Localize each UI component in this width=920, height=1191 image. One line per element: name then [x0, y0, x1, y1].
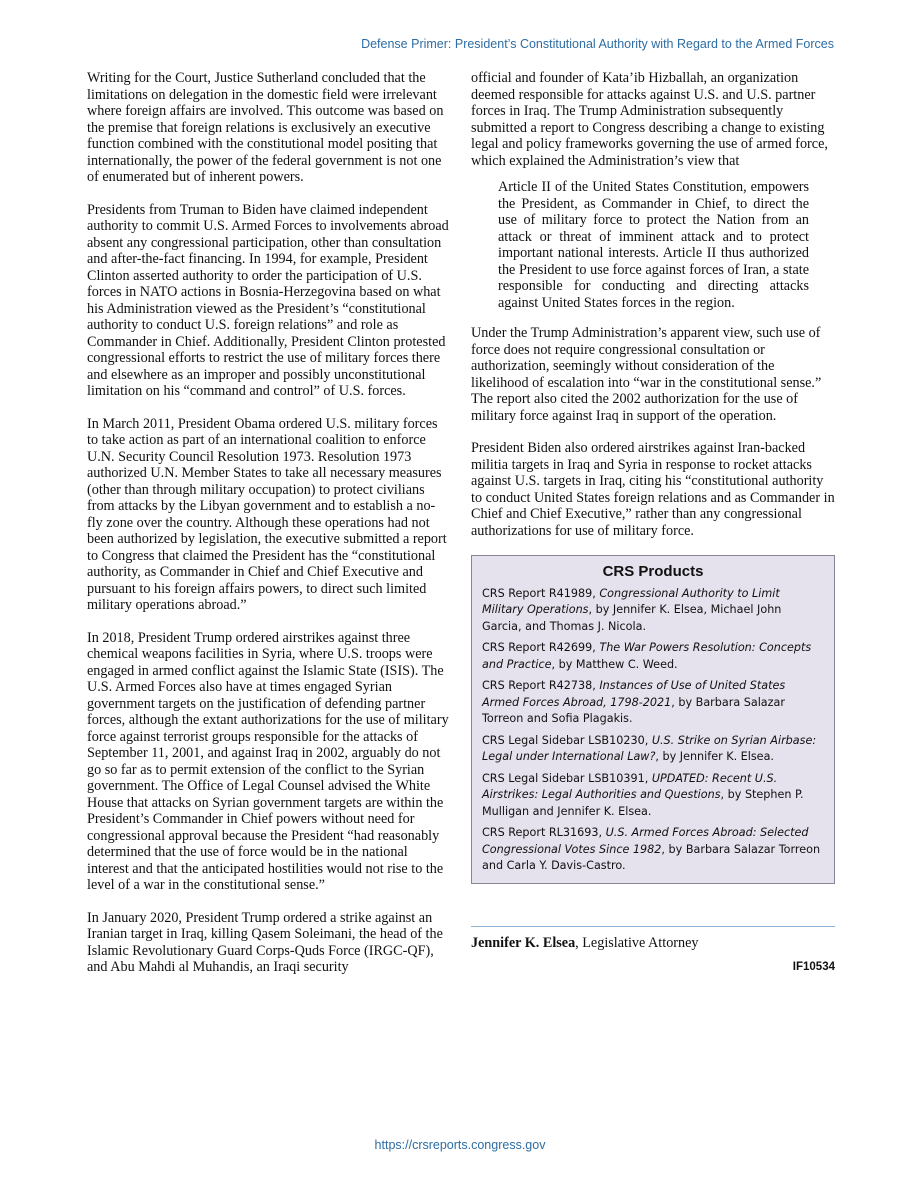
- crs-products-title: CRS Products: [602, 563, 704, 580]
- paragraph: Presidents from Truman to Biden have claimed independent authority to commit U.S. Armed Forces to involvements abroad absent any congressional participation, other than consultation and after-the-fact financing. In 1994, for example, President Clinton asserted authority to order the participation of U.S. forces in NATO actions in Bosnia-Herzegovina based on what his Administration viewed as the President’s “constitutional authority to conduct U.S. foreign relations” and role as Commander in Chief. Additionally, President Clinton protested congressional efforts to restrict the use of military forces there and elsewhere as an improper and possibly unconstitutional limitation on his “command and control” of U.S. forces.: [87, 201, 449, 399]
- paragraph: official and founder of Kata’ib Hizballah, an organization deemed responsible for attacks against U.S. and U.S. partner forces in Iraq. The Trump Administration subsequently submitted a report to Congress describing a change to existing legal and policy frameworks governing the use of armed force, which explained the Administration’s view that: [471, 70, 828, 169]
- crs-product-item[interactable]: CRS Legal Sidebar LSB10230, U.S. Strike on Syrian Airbase: Legal under International Law?, by Jennifer K. Elsea.: [482, 733, 817, 763]
- paragraph: In 2018, President Trump ordered airstrikes against three chemical weapons facilities in Syria, where U.S. troops were engaged in armed conflict against the Islamic State (ISIS). The U.S. Armed Forces also have at times engaged Syrian government targets on the justification of defending partner forces, although the extant authorizations for the use of military force against terrorist groups responsible for the attacks of September 11, 2001, and against Iraq in 2002, arguably do not go so far as to permit extension of the conflict to the Syrian government. The Office of Legal Counsel advised the White House that attacks on Syrian government targets are within the President’s Commander in Chief powers without need for congressional approval because the President “had reasonably determined that the use of force would be in the national interest and that the anticipated hostilities would not rise to the level of a war in the constitutional sense.”: [87, 629, 449, 893]
- divider: [471, 926, 835, 927]
- crs-product-item[interactable]: CRS Legal Sidebar LSB10391, UPDATED: Recent U.S. Airstrikes: Legal Authorities and Questions, by Stephen P. Mulligan and Jennifer K. Elsea.: [482, 771, 804, 818]
- crs-product-title: Instances of Use of United States Armed Forces Abroad, 1798-2021: [482, 679, 786, 709]
- crs-product-title: The War Powers Resolution: Concepts and Practice: [482, 641, 812, 671]
- paragraph: Writing for the Court, Justice Sutherland concluded that the limitations on delegation in the domestic field were irrelevant where foreign affairs are involved. This outcome was based on the premise that foreign relations is exclusively an executive function combined with the constitutional model positing that internationally, the power of the federal government is not one of enumerated but of inherent powers.: [87, 70, 444, 185]
- crs-product-title: U.S. Armed Forces Abroad: Selected Congressional Votes Since 1982: [482, 826, 809, 856]
- paragraph: Under the Trump Administration’s apparent view, such use of force does not require congressional consultation or authorization, seemingly without consideration of the likelihood of escalation into “war in the constitutional sense.” The report also cited the 2002 authorization for the use of military force against Iraq in support of the operation.: [471, 325, 822, 424]
- author-line: [471, 935, 835, 952]
- crs-product-title: U.S. Strike on Syrian Airbase: Legal under International Law?: [482, 733, 817, 763]
- paragraph: In March 2011, President Obama ordered U.S. military forces to take action as part of an international coalition to enforce U.N. Security Council Resolution 1973. Resolution 1973 authorized U.N. Member States to take all necessary measures (other than through military occupation) to protect civilians from attacks by the Libyan government and to establish a no-fly zone over the country. Although these operations had not been authorized by legislation, the executive submitted a report to Congress that claimed the President has the “constitutional authority, as Commander in Chief and Chief Executive and pursuant to his foreign affairs powers, to direct such limited military operations abroad.”: [87, 415, 447, 613]
- crs-product-item[interactable]: CRS Report R41989, Congressional Authority to Limit Military Operations, by Jennifer K. Elsea, Michael John Garcia, and Thomas J. Nicola.: [482, 586, 782, 633]
- crs-product-item[interactable]: CRS Report RL31693, U.S. Armed Forces Abroad: Selected Congressional Votes Since 1982, by Barbara Salazar Torreon and Carla Y. Davis-Castro.: [482, 826, 821, 872]
- footer-link[interactable]: https://crsreports.congress.gov: [374, 1138, 546, 1152]
- author-role: , Legislative Attorney: [575, 934, 699, 951]
- right-column: [471, 70, 835, 976]
- paragraph: President Biden also ordered airstrikes against Iran-backed militia targets in Iraq and Syria in response to rocket attacks against U.S. targets in Iraq, citing his “constitutional authority to conduct United States foreign relations and as Commander in Chief and Chief Executive,” rather than any congressional authorizations for use of military force.: [471, 440, 835, 539]
- crs-product-item[interactable]: CRS Report R42738, Instances of Use of United States Armed Forces Abroad, 1798-2021, by Barbara Salazar Torreon and Sofia Plagakis.: [482, 679, 786, 725]
- crs-product-title: UPDATED: Recent U.S. Airstrikes: Legal Authorities and Questions: [482, 771, 778, 801]
- crs-product-title: Congressional Authority to Limit Military Operations: [482, 586, 780, 616]
- crs-product-item[interactable]: CRS Report R42699, The War Powers Resolution: Concepts and Practice, by Matthew C. Weed.: [482, 641, 812, 671]
- block-quote: Article II of the United States Constitution, empowers the President, as Commander in Chief, to direct the use of military force to protect the Nation from an attack or threat of imminent attack and to protect important national interests. Article II thus authorized the President to use force against forces of Iran, a state responsible for conducting and directing attacks against United States forces in the region.: [498, 179, 809, 311]
- left-column: [87, 70, 449, 992]
- document-id: IF10534: [792, 961, 835, 973]
- paragraph: In January 2020, President Trump ordered a strike against an Iranian target in Iraq, killing Qasem Soleimani, the head of the Islamic Revolutionary Guard Corps-Quds Force (IRGC-QF), and Abu Mahdi al Muhandis, an Iraqi security: [87, 909, 443, 975]
- crs-products-box: [471, 555, 835, 884]
- running-header: Defense Primer: President’s Constitutional Authority with Regard to the Armed Forces: [361, 37, 834, 51]
- author-name: Jennifer K. Elsea: [471, 934, 576, 951]
